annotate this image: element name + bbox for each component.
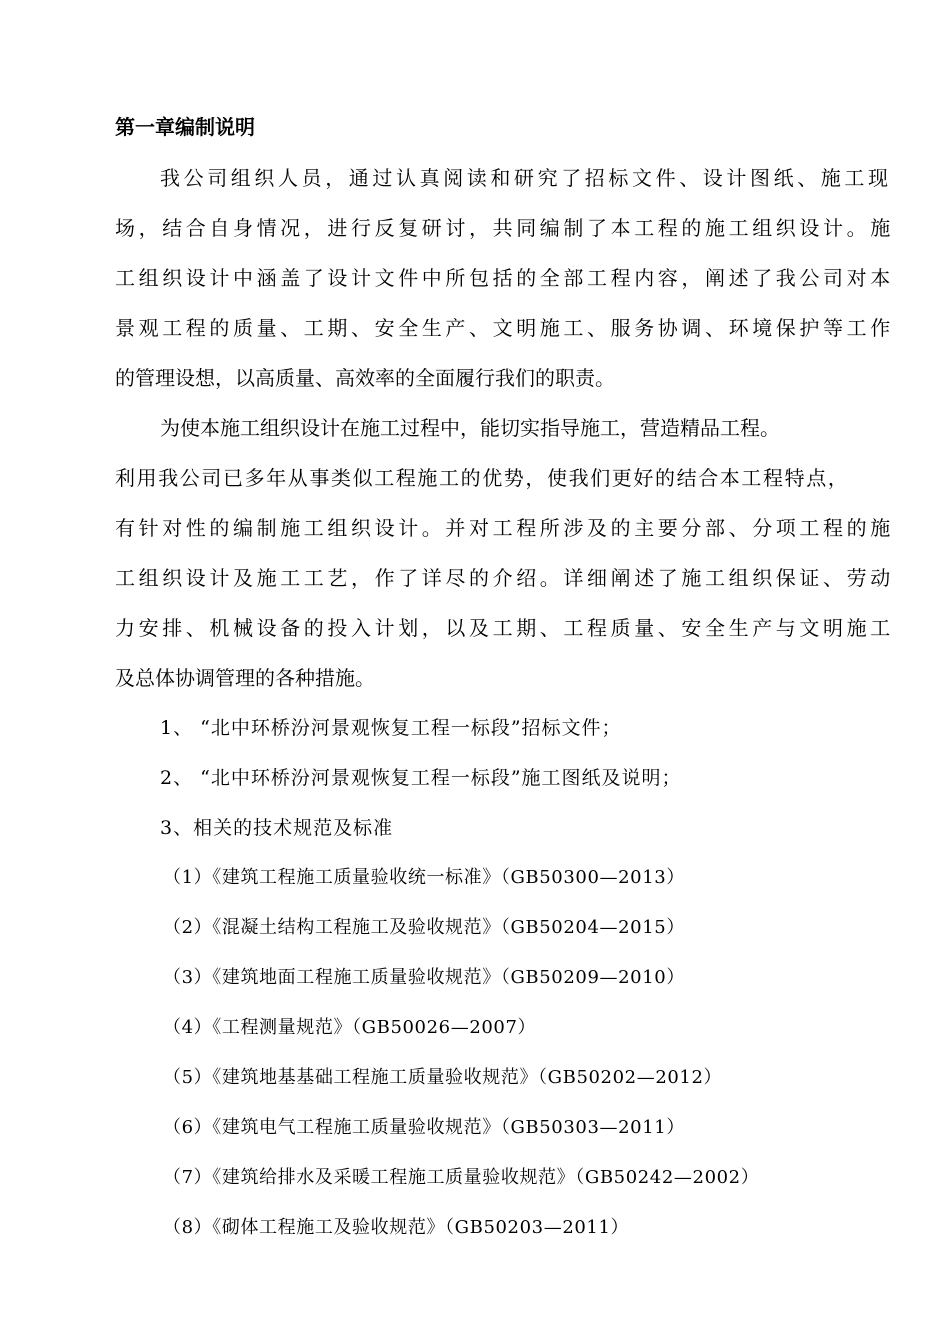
paragraph-1-line-2: 场，结合自身情况，进行反复研讨，共同编制了本工程的施工组织设计。施 — [115, 216, 894, 240]
paragraph-2-line-2: 利用我公司已多年从事类似工程施工的优势，使我们更好的结合本工程特点， — [115, 466, 850, 490]
standard-item-7: （7）《建筑给排水及采暖工程施工质量验收规范》（GB50242—2002） — [163, 1167, 760, 1188]
basis-item-2: 2、 “北中环桥汾河景观恢复工程一标段”施工图纸及说明； — [160, 767, 682, 789]
standard-item-8: （8）《砌体工程施工及验收规范》（GB50203—2011） — [163, 1217, 630, 1238]
paragraph-2-line-6: 及总体协调管理的各种措施。 — [115, 666, 375, 690]
standard-item-5: （5）《建筑地基基础工程施工质量验收规范》（GB50202—2012） — [163, 1067, 723, 1088]
standard-item-6: （6）《建筑电气工程施工质量验收规范》（GB50303—2011） — [163, 1117, 685, 1138]
paragraph-2-line-1: 为使本施工组织设计在施工过程中，能切实指导施工，营造精品工程。 — [160, 416, 780, 440]
paragraph-1-line-5: 的管理设想，以高质量、高效率的全面履行我们的职责。 — [115, 366, 615, 390]
paragraph-1-line-1: 我公司组织人员，通过认真阅读和研究了招标文件、设计图纸、施工现 — [160, 166, 892, 190]
standard-item-3: （3）《建筑地面工程施工质量验收规范》（GB50209—2010） — [163, 967, 685, 988]
paragraph-2-line-5: 力安排、机械设备的投入计划，以及工期、工程质量、安全生产与文明施工 — [115, 616, 894, 640]
standard-item-4: （4）《工程测量规范》（GB50026—2007） — [163, 1017, 537, 1038]
standard-item-2: （2）《混凝土结构工程施工及验收规范》（GB50204—2015） — [163, 917, 685, 938]
standard-item-1: （1）《建筑工程施工质量验收统一标准》（GB50300—2013） — [163, 867, 685, 888]
paragraph-1-line-4: 景观工程的质量、工期、安全生产、文明施工、服务协调、环境保护等工作 — [115, 316, 894, 340]
paragraph-2-line-4: 工组织设计及施工工艺，作了详尽的介绍。详细阐述了施工组织保证、劳动 — [115, 566, 894, 590]
paragraph-2-line-3: 有针对性的编制施工组织设计。并对工程所涉及的主要分部、分项工程的施 — [115, 516, 894, 540]
paragraph-1-line-3: 工组织设计中涵盖了设计文件中所包括的全部工程内容，阐述了我公司对本 — [115, 266, 894, 290]
basis-item-3: 3、相关的技术规范及标准 — [160, 817, 394, 839]
chapter-heading: 第一章编制说明 — [115, 115, 255, 139]
basis-item-1: 1、 “北中环桥汾河景观恢复工程一标段”招标文件； — [160, 717, 622, 739]
